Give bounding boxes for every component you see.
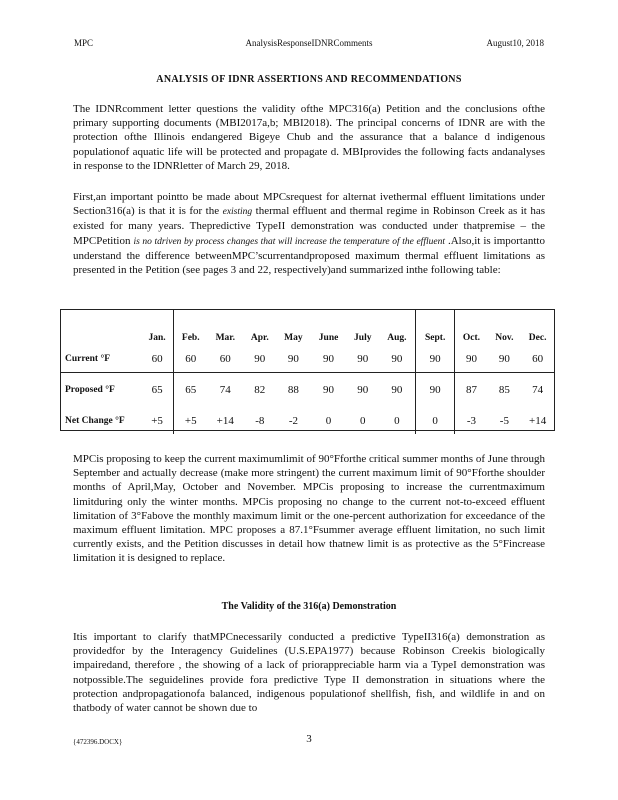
header-center: AnalysisResponseIDNRComments [245,38,373,48]
section-heading: The Validity of the 316(a) Demonstration [221,601,397,612]
text-run: .Also,it is importantto understand the difference betweenMPC’scurrentandproposed maximum thermal effluent limitations as presented in the Petition (see pages 3 and 22, respectively)and summarized inthe following table: [73,234,545,277]
italic-run: existing [222,207,253,218]
table-cell: -3 [455,407,488,434]
footer-doc-id: {472396.DOCX} [73,738,123,746]
table-cell: 85 [498,384,510,396]
table-cell: 0 [325,414,332,427]
month-header: May [284,333,303,343]
table-row-proposed [61,373,554,408]
table-cell: 87 [455,373,488,408]
table-cell: 0 [360,414,366,427]
table-cell: 65 [151,384,163,396]
table-cell: 90 [488,345,522,373]
table-cell: 90 [276,345,310,373]
table-cell: 90 [391,384,403,396]
table-cell: 60 [174,345,208,373]
table-cell: 90 [347,345,379,373]
month-header: Oct. [455,310,488,345]
month-header: Nov. [495,333,514,343]
text-run: thermal effluent and thermal regime in Robinson Creek as it has existed for many years. Thepredictive TypeII demonstration was conducted under thatpremise – the MPCPetition [73,205,545,247]
table-cell: -5 [499,414,509,427]
table-cell: 90 [243,345,276,373]
italic-run: is no tdriven by process changes that will increase the temperature of the effluent [133,236,445,247]
table-cell: +14 [216,414,234,427]
table-cell: 90 [323,384,335,396]
row-label: Current °F [61,345,141,373]
table-cell: +5 [151,414,163,427]
table-row-net-change [61,407,554,434]
month-header: Jan. [148,333,166,343]
table-cell: 65 [174,373,208,408]
month-header: Aug. [387,333,407,343]
table-cell: 74 [219,384,231,396]
table-cell: 90 [379,345,416,373]
table-cell: +5 [174,407,208,434]
table-cell: 0 [415,407,454,434]
paragraph-intro: The IDNRcomment letter questions the validity ofthe MPC316(a) Petition and the conclusions ofthe primary supporting documents (MBI2017a,b; MBI2018). The principal concerns of IDNR are with the protection ofthe Illinois endangered Bigeye Chub and the assurance that a balance d indigenous populationof aquatic life will be protected and propagate d. MBIprovides the following facts andanalyses in response to the IDNRletter of March 29, 2018. [73,103,545,172]
text-run: First,an important pointto be made about MPCsrequest for alternat ivethermal effluent limitations under Section316(a) is that it is for the [73,191,545,218]
month-header: Dec. [528,333,547,343]
table-row-current [61,345,554,373]
paragraph-first-point [73,190,545,277]
table-cell: 60 [141,345,174,373]
header-left: MPC [74,38,94,48]
table-header-row [61,310,554,345]
table-cell: 88 [287,384,299,396]
thermal-limits-table [60,309,555,431]
table-cell: +14 [529,414,547,427]
paragraph-proposal: MPCis proposing to keep the current maximumlimit of 90°Fforthe critical summer months of June through September and actually decrease (make more stringent) the current maximum limit of 90°Fforthe shoulder months of April,May, October and November. MPCis proposing to increase the currentmaximum limitduring only the winter months. MPCis proposing no change to the current not-to-exceed effluent limitation of 3°Fabove the monthly maximum limit or the one-percent authorization for exceedance of the maximum effluent limitation. MPC proposes a 87.1°Fsummer average effluent limitation, no such limit currently exists, and the Petition discusses in detail how thatnew limit is as protective as the 5°Fincrease limitation it is designed to replace. [73,453,545,565]
month-header: Sept. [415,310,454,345]
row-label: Proposed °F [65,385,115,395]
table-cell: 74 [532,384,544,396]
table-cell: 60 [207,345,243,373]
header-date: August10, 2018 [486,38,544,48]
month-header: Apr. [250,333,269,343]
table-cell: -2 [288,414,298,427]
table-cell: 90 [357,384,369,396]
table-cell: 90 [415,345,454,373]
month-header: July [354,333,372,343]
row-label: Net Change °F [65,415,125,426]
month-header: Mar. [215,333,235,343]
page-number: 3 [306,733,312,745]
page-header [74,38,544,50]
table-cell: 82 [254,384,266,396]
table-cell: 90 [455,345,488,373]
month-header: Feb. [174,310,208,345]
document-title: ANALYSIS OF IDNR ASSERTIONS AND RECOMMENDATIONS [156,74,462,85]
table-cell: 90 [415,373,454,408]
corner-cell [61,310,141,345]
paragraph-validity: Itis important to clarify thatMPCnecessarily conducted a predictive TypeII316(a) demonstration as providedfor by the Interagency Guidelines (U.S.EPA1977) because Robinson Creekis biologically impairedand, therefore , the showing of a lack of priorappreciable harm via a TypeI demonstration was notpossible.The seguidelines provide fora predictive Type II demonstration in situations where the protection andpropagationofa balanced, indigenous populationof shellfish, fish, and wildlife in and on thatbody of water cannot be shown due to [73,631,545,715]
table-cell: 60 [521,345,554,373]
table-cell: 0 [394,414,400,427]
month-header: June [318,333,339,343]
table-cell: -8 [255,414,265,427]
table-cell: 90 [310,345,346,373]
